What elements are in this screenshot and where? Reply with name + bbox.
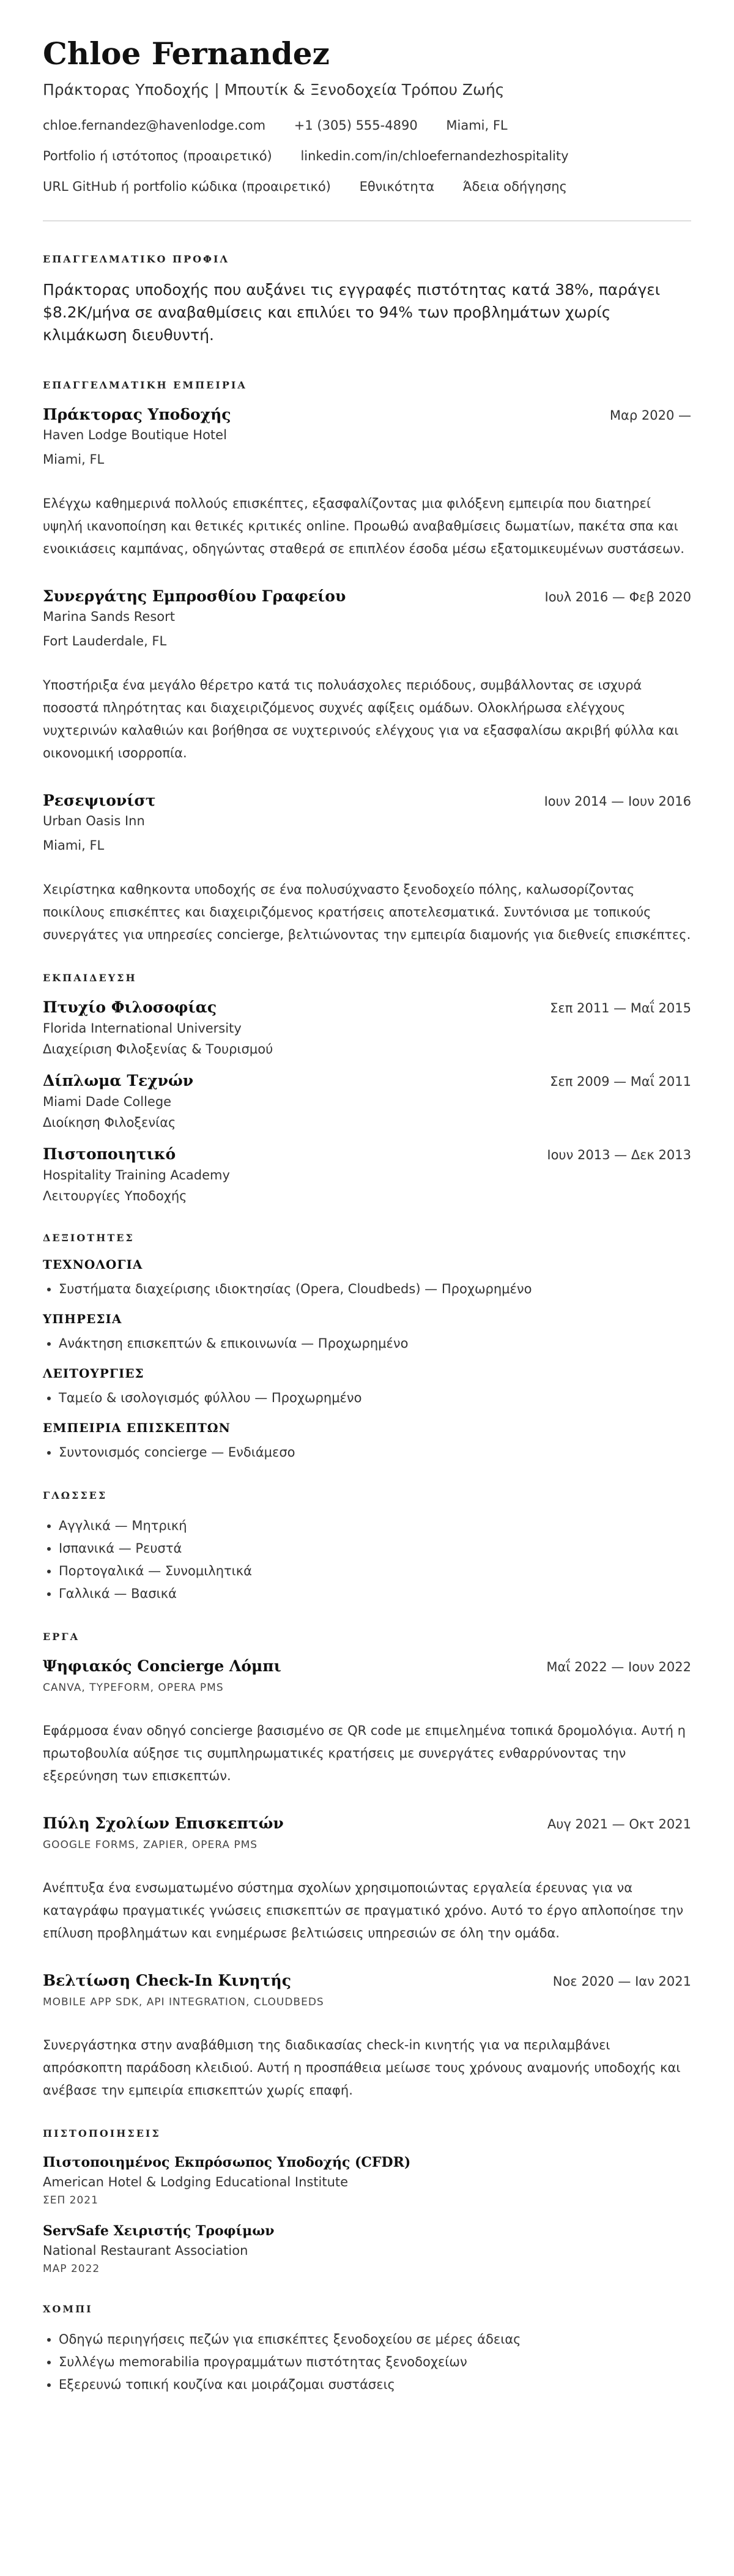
project-title: Βελτίωση Check-In Κινητής	[43, 1972, 291, 1989]
skill-list	[43, 1278, 691, 1301]
certifications-section-title: ΠΙΣΤΟΠΟΙΗΣΕΙΣ	[43, 2128, 161, 2139]
projects-section	[43, 1631, 691, 2102]
hobby-item: • Οδηγώ περιηγήσεις πεζών για επισκέπτες ξενοδοχείου σε μέρες άδειας	[59, 2328, 691, 2351]
contact-row-links	[43, 147, 691, 165]
education-section	[43, 972, 691, 1206]
skill-item: • Συστήματα διαχείρισης ιδιοκτησίας (Opera, Cloudbeds) — Προχωρημένο	[59, 1278, 691, 1301]
project-tech: CANVA, TYPEFORM, OPERA PMS	[43, 1682, 224, 1694]
field-of-study: Διαχείριση Φιλοξενίας & Τουρισμού	[43, 1042, 273, 1056]
certification-entry	[43, 2221, 691, 2277]
skills-section	[43, 1232, 691, 1464]
job-title: Συνεργάτης Εμπροσθίου Γραφείου	[43, 587, 346, 605]
job-title: Πράκτορας Υποδοχής	[43, 406, 231, 423]
certification-title: Πιστοποιημένος Εκπρόσωπος Υποδοχής (CFDR)	[43, 2155, 411, 2170]
certification-issuer: American Hotel & Lodging Educational Institute	[43, 2175, 349, 2189]
language-item: • Πορτογαλικά — Συνομιλητικά	[59, 1560, 691, 1583]
candidate-name: Chloe Fernandez	[43, 35, 330, 72]
language-item: • Ισπανικά — Ρευστά	[59, 1537, 691, 1560]
skill-category-title: ΛΕΙΤΟΥΡΓΙΕΣ	[43, 1366, 144, 1381]
project-title: Ψηφιακός Concierge Λόμπι	[43, 1657, 281, 1675]
hobbies-section-title: ΧΟΜΠΙ	[43, 2303, 93, 2315]
skill-category-title: ΕΜΠΕΙΡΙΑ ΕΠΙΣΚΕΠΤΩΝ	[43, 1420, 231, 1435]
languages-section	[43, 1490, 691, 1605]
certifications-section	[43, 2128, 691, 2277]
header-divider	[43, 220, 691, 221]
contact-row-primary	[43, 116, 691, 135]
skill-category-title: ΥΠΗΡΕΣΙΑ	[43, 1312, 122, 1326]
degree-title: Δίπλωμα Τεχνών	[43, 1072, 194, 1089]
hobbies-section	[43, 2303, 691, 2396]
project-description: Συνεργάστηκα στην αναβάθμιση της διαδικασίας check-in κινητής για να περιλαμβάνει απρόσκοπτη παράδοση κλειδιού. Αυτή η προσπάθεια μείωσε τους χρόνους αναμονής υποδοχής και ανέβασε την εμπειρία επισκεπτών χωρίς επαφή.	[43, 2038, 681, 2098]
projects-section-title: ΕΡΓΑ	[43, 1631, 80, 1642]
job-company: Marina Sands Resort	[43, 609, 175, 624]
project-description: Ανέπτυξα ένα ενσωματωμένο σύστημα σχολίων χρησιμοποιώντας εργαλεία έρευνας για να καταγράφω πραγματικές γνώσεις επισκεπτών σε πραγματικό χρόνο. Αυτό το έργο απλοποίησε την επίλυση προβλημάτων και ενημέρωσε βελτιώσεις υπηρεσιών σε όλη την ομάδα.	[43, 1880, 684, 1940]
degree-title: Πτυχίο Φιλοσοφίας	[43, 998, 217, 1016]
portfolio-link[interactable]: Portfolio ή ιστότοπος (προαιρετικό)	[43, 149, 272, 163]
experience-entry	[43, 404, 691, 560]
location-text: Miami, FL	[446, 118, 508, 133]
language-list	[43, 1515, 691, 1605]
phone-text: +1 (305) 555-4890	[294, 118, 418, 133]
job-location: Miami, FL	[43, 838, 105, 853]
degree-dates: Ιουν 2013 — Δεκ 2013	[547, 1148, 691, 1162]
job-company: Urban Oasis Inn	[43, 814, 145, 828]
field-of-study: Λειτουργίες Υποδοχής	[43, 1189, 187, 1203]
project-title: Πύλη Σχολίων Επισκεπτών	[43, 1814, 284, 1832]
nationality-text: Εθνικότητα	[359, 179, 435, 194]
languages-section-title: ΓΛΩΣΣΕΣ	[43, 1490, 108, 1501]
degree-dates: Σεπ 2009 — Μαΐ 2011	[550, 1074, 691, 1089]
job-dates: Ιουλ 2016 — Φεβ 2020	[544, 590, 691, 604]
degree-title: Πιστοποιητικό	[43, 1145, 176, 1163]
skill-list	[43, 1441, 691, 1464]
hobby-item: • Εξερευνώ τοπική κουζίνα και μοιράζομαι συστάσεις	[59, 2374, 691, 2396]
skill-item: • Ανάκτηση επισκεπτών & επικοινωνία — Προχωρημένο	[59, 1332, 691, 1355]
school-name: Hospitality Training Academy	[43, 1168, 230, 1182]
experience-section-title: ΕΠΑΓΓΕΛΜΑΤΙΚΗ ΕΜΠΕΙΡΙΑ	[43, 379, 247, 391]
certification-issuer: National Restaurant Association	[43, 2243, 248, 2258]
job-description: Υποστήριξα ένα μεγάλο θέρετρο κατά τις πολυάσχολες περιόδους, συμβάλλοντας σε ισχυρά ποσοστά πληρότητας και διαχειριζόμενος συχνές αφίξεις ομάδων. Ολοκλήρωσα ελέγχους νυχτερινών καλαθιών και βοήθησα σε νυχτερινούς ελέγχους για να εξασφαλίσω ακριβή φύλλα και οικονομική ισορροπία.	[43, 678, 679, 760]
job-location: Fort Lauderdale, FL	[43, 634, 167, 648]
job-description: Χειρίστηκα καθηκοντα υποδοχής σε ένα πολυσύχναστο ξενοδοχείο πόλης, καλωσορίζοντας ποικίλους επισκέπτες και διαχειριζόμενος κρατήσεις αποτελεσματικά. Συντόνισα με τοπικούς συνεργάτες για υπηρεσίες concierge, βελτιώνοντας την εμπειρία διαμονής για διεθνείς επισκέπτες.	[43, 882, 691, 942]
github-link[interactable]: URL GitHub ή portfolio κώδικα (προαιρετικό)	[43, 179, 331, 194]
field-of-study: Διοίκηση Φιλοξενίας	[43, 1115, 176, 1130]
school-name: Florida International University	[43, 1021, 242, 1036]
project-dates: Νοε 2020 — Ιαν 2021	[552, 1974, 691, 1989]
license-text: Άδεια οδήγησης	[462, 179, 567, 194]
certification-title: ServSafe Χειριστής Τροφίμων	[43, 2223, 275, 2239]
project-dates: Μαΐ 2022 — Ιουν 2022	[546, 1660, 691, 1674]
profile-section-title: ΕΠΑΓΓΕΛΜΑΤΙΚΟ ΠΡΟΦΙΛ	[43, 253, 229, 265]
skill-item: • Ταμείο & ισολογισμός φύλλου — Προχωρημένο	[59, 1387, 691, 1409]
education-section-title: ΕΚΠΑΙΔΕΥΣΗ	[43, 972, 137, 984]
job-title: Ρεσεψιονίστ	[43, 792, 156, 809]
education-entry	[43, 1071, 691, 1133]
experience-section	[43, 379, 691, 946]
project-entry	[43, 1656, 691, 1787]
hobby-list	[43, 2328, 691, 2396]
skill-category-title: ΤΕΧΝΟΛΟΓΙΑ	[43, 1257, 143, 1272]
project-entry	[43, 1970, 691, 2102]
school-name: Miami Dade College	[43, 1094, 172, 1109]
job-dates: Μαρ 2020 —	[609, 408, 691, 423]
linkedin-link[interactable]: linkedin.com/in/chloefernandezhospitality	[300, 149, 569, 163]
language-item: • Γαλλικά — Βασικά	[59, 1583, 691, 1605]
language-item: • Αγγλικά — Μητρική	[59, 1515, 691, 1537]
project-dates: Αυγ 2021 — Οκτ 2021	[547, 1817, 691, 1832]
experience-entry	[43, 586, 691, 765]
degree-dates: Σεπ 2011 — Μαΐ 2015	[550, 1001, 691, 1015]
education-entry	[43, 1144, 691, 1206]
job-company: Haven Lodge Boutique Hotel	[43, 428, 227, 442]
certification-date: ΜΑΡ 2022	[43, 2263, 100, 2275]
certification-entry	[43, 2153, 691, 2209]
job-location: Miami, FL	[43, 452, 105, 467]
skill-list	[43, 1332, 691, 1355]
certification-date: ΣΕΠ 2021	[43, 2194, 98, 2207]
job-description: Ελέγχω καθημερινά πολλούς επισκέπτες, εξασφαλίζοντας μια φιλόξενη εμπειρία που διατηρεί υψηλή ικανοποίηση και θετικές κριτικές online. Προωθώ αναβαθμίσεις δωματίων, πακέτα σπα και ενοικιάσεις καμπάνας, οδηγώντας σταθερά σε επιπλέον έσοδα μέσω εξατομικευμένων συστάσεων.	[43, 496, 684, 556]
email-link[interactable]: chloe.fernandez@havenlodge.com	[43, 118, 266, 133]
project-tech: MOBILE APP SDK, API INTEGRATION, CLOUDBEDS	[43, 1996, 324, 2008]
skill-item: • Συντονισμός concierge — Ενδιάμεσο	[59, 1441, 691, 1464]
project-description: Εφάρμοσα έναν οδηγό concierge βασισμένο σε QR code με επιμελημένα τοπικά δρομολόγια. Αυτή η πρωτοβουλία αύξησε τις συμπληρωματικές κρατήσεις με συνεργάτες ενθαρρύνοντας την εξερεύνηση των επισκεπτών.	[43, 1723, 686, 1783]
project-entry	[43, 1813, 691, 1945]
candidate-headline: Πράκτορας Υποδοχής | Μπουτίκ & Ξενοδοχεία Τρόπου Ζωής	[43, 81, 505, 98]
job-dates: Ιουν 2014 — Ιουν 2016	[544, 794, 691, 809]
education-entry	[43, 997, 691, 1060]
skill-list	[43, 1387, 691, 1409]
experience-entry	[43, 790, 691, 946]
hobby-item: • Συλλέγω memorabilia προγραμμάτων πιστότητας ξενοδοχείων	[59, 2351, 691, 2374]
project-tech: GOOGLE FORMS, ZAPIER, OPERA PMS	[43, 1839, 258, 1851]
profile-summary: Πράκτορας υποδοχής που αυξάνει τις εγγραφές πιστότητας κατά 38%, παράγει $8.2K/μήνα σε αναβαθμίσεις και επιλύει το 94% των προβλημάτων χωρίς κλιμάκωση διευθυντή.	[43, 281, 661, 344]
contact-row-extra	[43, 177, 691, 196]
skills-section-title: ΔΕΞΙΟΤΗΤΕΣ	[43, 1232, 135, 1244]
resume-header	[43, 35, 691, 196]
